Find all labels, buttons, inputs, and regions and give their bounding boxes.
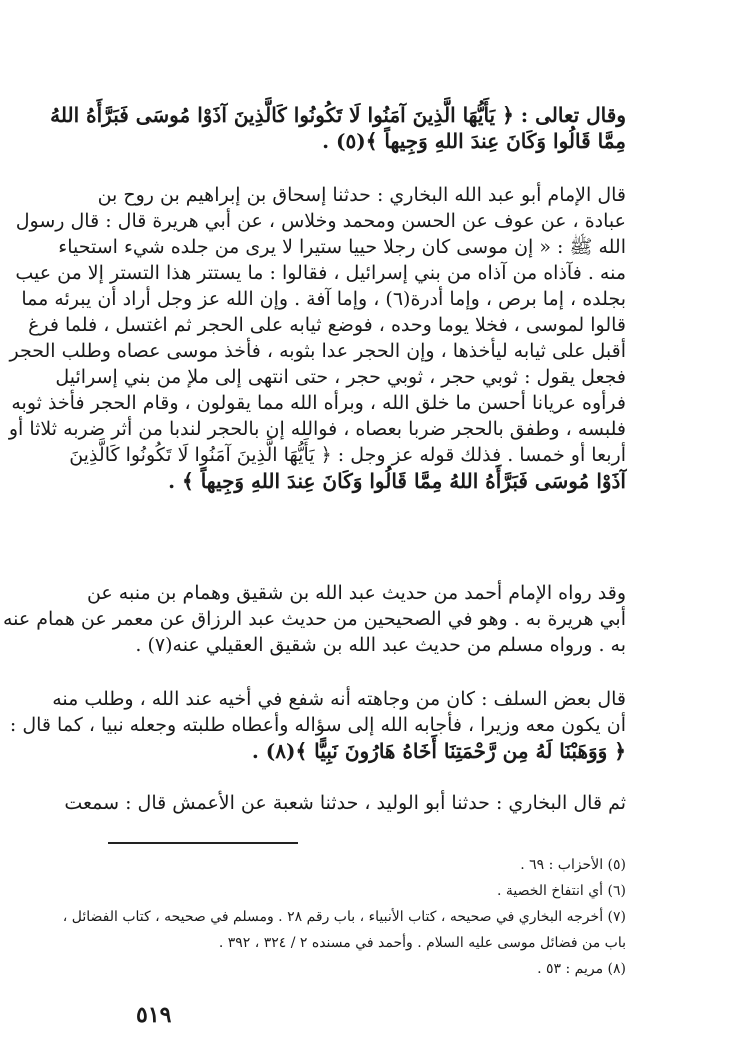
text-line: قال الإمام أبو عبد الله البخاري : حدثنا إسحاق بن إبراهيم بن روح بن <box>97 184 626 206</box>
paragraph-continuation <box>64 790 626 816</box>
footnote-divider <box>108 842 298 844</box>
text-line: عبادة ، عن عوف عن الحسن ومحمد وخلاس ، عن أبي هريرة قال : قال رسول <box>15 210 626 232</box>
text-line: أقبل على ثيابه ليأخذها ، وإن الحجر عدا بثوبه ، فأخذ موسى عصاه وطلب الحجر <box>9 340 626 362</box>
page-number: ٥١٩ <box>136 1002 172 1028</box>
text-line: فجعل يقول : ثوبي حجر ، ثوبي حجر ، حتى انتهى إلى ملإ من بني إسرائيل <box>55 366 626 388</box>
paragraph-hadith <box>8 182 626 494</box>
text-line: وقال تعالى : ﴿ يَأَيُّهَا الَّذِينَ آمَنُوا لَا تَكُونُوا كَالَّذِينَ آذَوْا مُوسَى فَبَرَّأَهُ اللهُ <box>50 103 626 127</box>
text-line: الله ﷺ : « إن موسى كان رجلا حييا ستيرا لا يرى من جلده شيء استحياء <box>58 236 626 258</box>
text-line: به . ورواه مسلم من حديث عبد الله بن شقيق العقيلي عنه(٧) . <box>135 634 626 656</box>
text-line: فرأوه عريانا أحسن ما خلق الله ، وبرأه الله مما يقولون ، وقام الحجر فأخذ ثوبه <box>11 392 626 414</box>
text-line: منه . فآذاه من آذاه من بني إسرائيل ، فقالوا : ما يستتر هذا التستر إلا من عيب <box>15 262 626 284</box>
paragraph-narration <box>3 580 626 658</box>
text-line: أربعا أو خمسا . فذلك قوله عز وجل : ﴿ يَأَيُّهَا الَّذِينَ آمَنُوا لَا تَكُونُوا كَالَّذِينَ <box>69 444 626 466</box>
text-line: ﴿ وَوَهَبْنَا لَهُ مِن رَّحْمَتِنَا أَخَاهُ هَارُونَ نَبِيًّا ﴾(٨) . <box>251 739 626 763</box>
footnote: باب من فضائل موسى عليه السلام . وأحمد في مسنده ٢ / ٣٢٤ ، ٣٩٢ . <box>218 935 626 951</box>
text-line: آذَوْا مُوسَى فَبَرَّأَهُ اللهُ مِمَّا قَالُوا وَكَانَ عِندَ اللهِ وَجِيهاً ﴾ . <box>168 469 626 493</box>
footnote: (٨) مريم : ٥٣ . <box>537 961 626 977</box>
text-line: أن يكون معه وزيرا ، فأجابه الله إلى سؤاله وأعطاه طلبته وجعله نبيا ، كما قال : <box>9 714 626 736</box>
text-line: أبي هريرة به . وهو في الصحيحين من حديث عبد الرزاق عن معمر عن همام عنه <box>3 608 626 630</box>
footnote: (٥) الأحزاب : ٦٩ . <box>520 857 626 873</box>
text-line: بجلده ، إما برص ، وإما أدرة(٦) ، وإما آفة . وإن الله عز وجل أراد أن يبرئه مما <box>21 288 626 310</box>
text-line: ثم قال البخاري : حدثنا أبو الوليد ، حدثنا شعبة عن الأعمش قال : سمعت <box>64 792 626 814</box>
footnote: (٦) أي انتفاخ الخصية . <box>496 883 626 899</box>
text-line: وقد رواه الإمام أحمد من حديث عبد الله بن شقيق وهمام بن منبه عن <box>86 582 626 604</box>
text-line: فلبسه ، وطفق بالحجر ضربا بعصاه ، فوالله إن بالحجر لندبا من أثر ضربه ثلاثا أو <box>8 418 626 440</box>
text-line: قالوا لموسى ، فخلا يوما وحده ، فوضع ثيابه على الحجر ثم اغتسل ، فلما فرغ <box>28 314 626 336</box>
text-line: قال بعض السلف : كان من وجاهته أنه شفع في أخيه عند الله ، وطلب منه <box>52 688 626 710</box>
text-line: مِمَّا قَالُوا وَكَانَ عِندَ اللهِ وَجِيهاً ﴾(٥) . <box>322 129 626 153</box>
paragraph-quran-verse <box>50 102 626 154</box>
footnotes <box>62 852 626 982</box>
paragraph-salaf <box>9 686 626 764</box>
footnote: (٧) أخرجه البخاري في صحيحه ، كتاب الأنبياء ، باب رقم ٢٨ . ومسلم في صحيحه ، كتاب الفضائل ، <box>62 909 626 925</box>
